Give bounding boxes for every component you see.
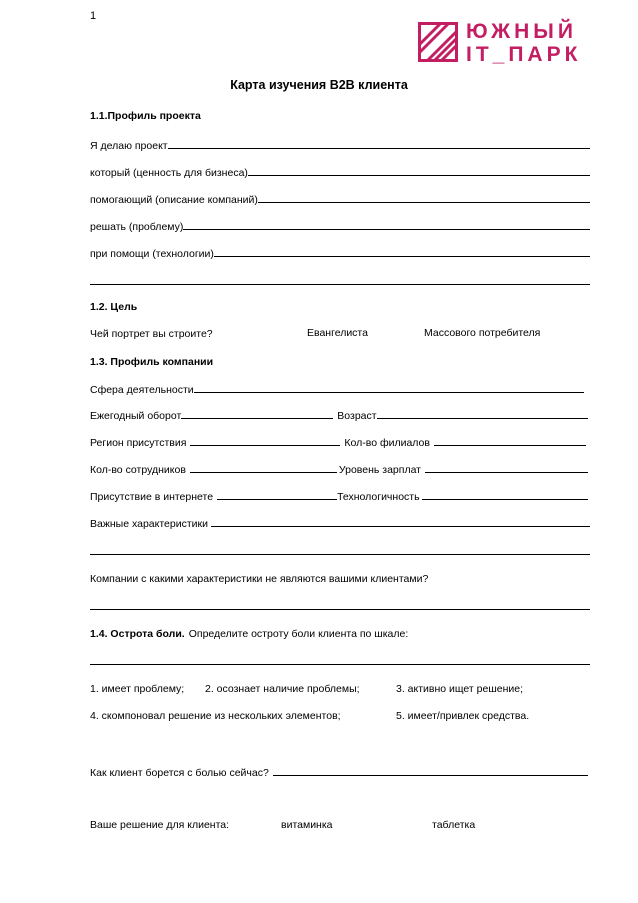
field-description-row bbox=[90, 190, 590, 206]
field-sphere-label: Сфера деятельности bbox=[90, 384, 194, 396]
page-title: Карта изучения B2B клиента bbox=[230, 78, 408, 92]
field-turnover-label: Ежегодный оборот bbox=[90, 410, 182, 422]
pain-scale-5[interactable]: 5. имеет/привлек средства. bbox=[396, 710, 530, 722]
field-extra-row bbox=[90, 272, 590, 288]
field-internet-row bbox=[90, 487, 590, 503]
logo-mark-icon bbox=[418, 22, 458, 62]
logo-line-1: ЮЖНЫЙ bbox=[466, 20, 577, 43]
pain-answer-row bbox=[90, 652, 590, 668]
pain-scale-3[interactable]: 3. активно ищет решение; bbox=[396, 683, 523, 695]
fight-question-row bbox=[90, 763, 590, 779]
field-technology-label: при помощи (технологии) bbox=[90, 248, 214, 260]
field-description-label: помогающий (описание компаний) bbox=[90, 194, 258, 206]
field-problem-line[interactable] bbox=[183, 229, 590, 230]
not-clients-answer-row bbox=[90, 597, 590, 613]
field-project-row bbox=[90, 136, 590, 152]
not-clients-question-row bbox=[90, 569, 590, 585]
fight-answer-line[interactable] bbox=[273, 775, 588, 776]
solution-label: Ваше решение для клиента: bbox=[90, 819, 230, 831]
page-number: 1 bbox=[90, 10, 97, 22]
goal-option-evangelist[interactable]: Евангелиста bbox=[307, 327, 368, 339]
logo-line-2: IT_ПАРК bbox=[466, 43, 582, 66]
not-clients-question: Компании с какими характеристики не являются вашими клиентами? bbox=[90, 573, 429, 585]
field-salary-line[interactable] bbox=[425, 472, 588, 473]
field-project-line[interactable] bbox=[168, 148, 590, 149]
field-value-row bbox=[90, 163, 590, 179]
field-value-line[interactable] bbox=[248, 175, 590, 176]
field-turnover-line[interactable] bbox=[181, 418, 333, 419]
section-1-4-heading: 1.4. Острота боли. bbox=[90, 628, 185, 640]
field-important-line[interactable] bbox=[211, 526, 590, 527]
section-1-3-heading-row bbox=[90, 352, 590, 368]
section-1-4-heading-row bbox=[90, 624, 590, 640]
section-1-1-heading: 1.1.Профиль проекта bbox=[90, 110, 201, 122]
field-technology-line[interactable] bbox=[214, 256, 590, 257]
field-branches-label: Кол-во филиалов bbox=[344, 437, 430, 449]
solution-option-pill[interactable]: таблетка bbox=[432, 819, 476, 831]
pain-scale-2[interactable]: 2. осознает наличие проблемы; bbox=[205, 683, 360, 695]
field-age-label: Возраст bbox=[337, 410, 377, 422]
field-tech-label: Технологичность bbox=[337, 491, 420, 503]
field-sphere-line[interactable] bbox=[194, 392, 584, 393]
field-region-line[interactable] bbox=[190, 445, 340, 446]
field-sphere-row bbox=[90, 380, 590, 396]
section-1-2-heading: 1.2. Цель bbox=[90, 301, 138, 313]
field-important-label: Важные характеристики bbox=[90, 518, 208, 530]
field-region-row bbox=[90, 433, 590, 449]
section-1-3-heading: 1.3. Профиль компании bbox=[90, 356, 214, 368]
field-problem-label: решать (проблему) bbox=[90, 221, 184, 233]
field-internet-line[interactable] bbox=[217, 499, 337, 500]
company-logo bbox=[418, 20, 588, 72]
not-clients-answer-line[interactable] bbox=[90, 609, 590, 610]
field-project-label: Я делаю проект bbox=[90, 140, 168, 152]
field-important-line-2[interactable] bbox=[90, 554, 590, 555]
field-salary-label: Уровень зарплат bbox=[338, 464, 421, 476]
field-internet-label: Присутствие в интернете bbox=[90, 491, 214, 503]
field-turnover-row bbox=[90, 406, 590, 422]
pain-scale-1[interactable]: 1. имеет проблему; bbox=[90, 683, 185, 695]
section-1-1-heading-row bbox=[90, 106, 590, 122]
field-technology-row bbox=[90, 244, 590, 260]
field-extra-line[interactable] bbox=[90, 284, 590, 285]
field-tech-line[interactable] bbox=[422, 499, 588, 500]
field-branches-line[interactable] bbox=[434, 445, 586, 446]
pain-scale-4[interactable]: 4. скомпоновал решение из нескольких элементов; bbox=[90, 710, 341, 722]
field-employees-label: Кол-во сотрудников bbox=[90, 464, 186, 476]
field-employees-line[interactable] bbox=[190, 472, 337, 473]
logo-text bbox=[466, 20, 581, 66]
goal-option-mass[interactable]: Массового потребителя bbox=[424, 327, 541, 339]
fight-question-label: Как клиент борется с болью сейчас? bbox=[90, 767, 269, 779]
field-value-label: который (ценность для бизнеса) bbox=[90, 167, 248, 179]
field-employees-row bbox=[90, 460, 590, 476]
field-important-row-2 bbox=[90, 542, 590, 558]
section-1-4-instruction: Определите остроту боли клиента по шкале: bbox=[188, 628, 409, 640]
field-description-line[interactable] bbox=[258, 202, 590, 203]
goal-question: Чей портрет вы строите? bbox=[90, 328, 213, 340]
field-region-label: Регион присутствия bbox=[90, 437, 187, 449]
solution-option-vitamin[interactable]: витаминка bbox=[281, 819, 333, 831]
section-1-2-heading-row bbox=[90, 297, 590, 313]
field-important-row bbox=[90, 514, 590, 530]
field-age-line[interactable] bbox=[377, 418, 588, 419]
pain-answer-line[interactable] bbox=[90, 664, 590, 665]
field-problem-row bbox=[90, 217, 590, 233]
